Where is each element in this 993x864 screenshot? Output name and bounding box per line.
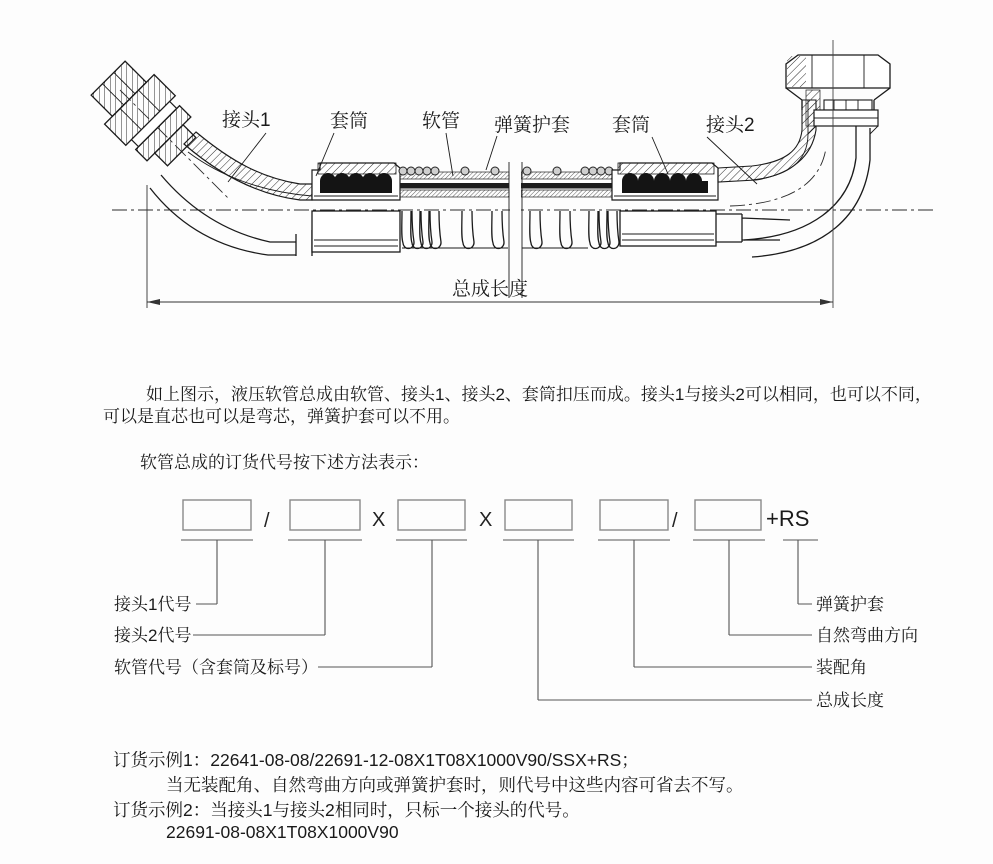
- separator-x2: X: [479, 509, 493, 531]
- label-overall-length: 总成长度: [451, 279, 529, 300]
- field-label-bend-direction: 自然弯曲方向: [816, 626, 918, 645]
- code-box-fitting1: [183, 500, 251, 530]
- example1-line: 订货示例1：22641-08-08/22691-12-08X1T08X1000V90/SSX+RS；: [113, 750, 639, 770]
- field-label-hose-code: 软管代号（含套筒及标号）: [114, 658, 318, 677]
- example2-code: 22691-08-08X1T08X1000V90: [166, 822, 399, 842]
- suffix-rs: +RS: [766, 506, 810, 531]
- overall-length-dimension: [147, 185, 833, 308]
- field-label-spring-guard: 弹簧护套: [816, 595, 884, 614]
- assembly-drawing: [83, 40, 935, 308]
- order-examples: [113, 750, 744, 842]
- code-box-bend-direction: [695, 500, 761, 530]
- separator-slash1: /: [264, 510, 270, 532]
- description-line1: 如上图示，液压软管总成由软管、接头1、接头2、套筒扣压而成。接头1与接头2可以相同，也可以不同，: [146, 385, 932, 404]
- separator-slash2: /: [672, 510, 678, 532]
- fitting1-drawing: [83, 53, 312, 256]
- description-paragraph: [103, 385, 932, 472]
- sleeve1-exterior: [312, 211, 400, 252]
- label-fitting2: 接头2: [706, 115, 755, 136]
- description-intro: 软管总成的订货代号按下述方法表示：: [140, 453, 429, 472]
- example-note: 当无装配角、自然弯曲方向或弹簧护套时，则代号中这些内容可省去不写。: [166, 775, 744, 795]
- field-label-fitting1-code: 接头1代号: [114, 595, 192, 614]
- sleeve2-drawing: [612, 163, 718, 200]
- field-label-overall-length: 总成长度: [816, 691, 884, 710]
- label-fitting1: 接头1: [222, 110, 271, 131]
- label-spring-guard: 弹簧护套: [494, 115, 571, 136]
- sleeve1-drawing: [312, 163, 400, 200]
- field-label-assembly-angle: 装配角: [816, 658, 867, 677]
- field-label-fitting2-code: 接头2代号: [114, 626, 192, 645]
- sleeve2-exterior: [620, 211, 790, 246]
- label-sleeve1: 套筒: [330, 111, 369, 132]
- order-code-diagram: [114, 500, 918, 710]
- separator-x1: X: [372, 509, 386, 531]
- code-box-hose: [398, 500, 465, 530]
- label-hose: 软管: [422, 111, 461, 132]
- description-line2: 可以是直芯也可以是弯芯，弹簧护套可以不用。: [103, 407, 460, 426]
- label-sleeve2: 套筒: [612, 115, 651, 136]
- fitting2-drawing: [718, 40, 890, 308]
- code-box-fitting2: [290, 500, 360, 530]
- code-box-length: [505, 500, 572, 530]
- example2-line: 订货示例2：当接头1与接头2相同时，只标一个接头的代号。: [113, 800, 580, 820]
- code-box-assembly-angle: [600, 500, 668, 530]
